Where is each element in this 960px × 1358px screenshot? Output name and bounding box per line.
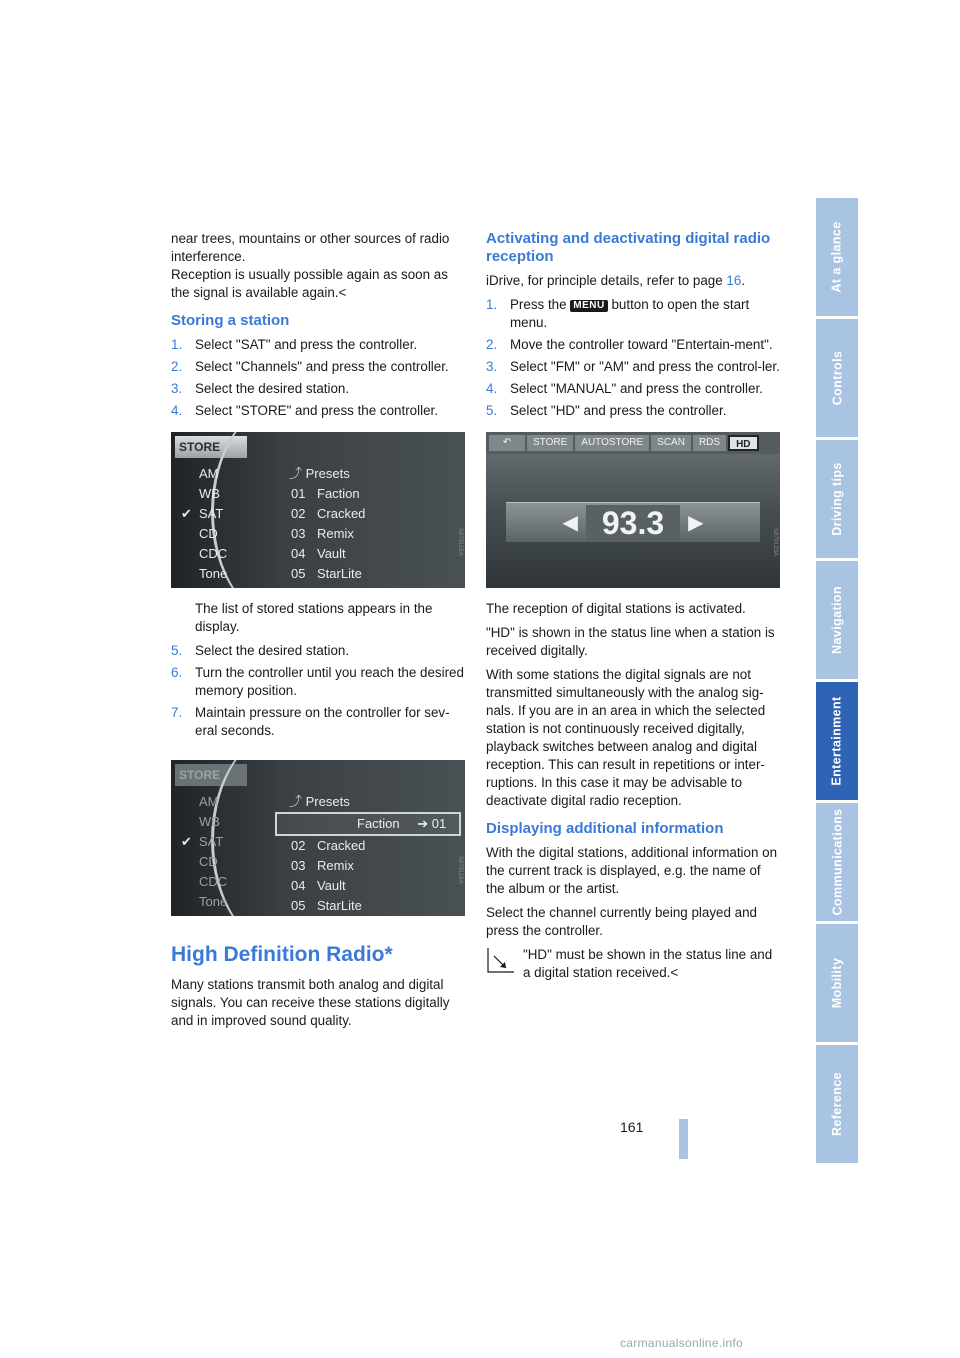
note-box <box>486 946 780 982</box>
select-channel-text: Select the channel currently being played and press the controller. <box>486 905 757 938</box>
page-marker-bar <box>679 1119 688 1159</box>
list-item: 1. Press the MENU button to open the start menu. <box>486 297 750 330</box>
arrow-right-icon: ➔ <box>417 816 429 831</box>
frequency-bar <box>506 502 760 542</box>
activated-text: The reception of digital stations is activated. <box>486 601 746 616</box>
source-item: Tone <box>199 894 228 909</box>
selected-preset-row: Faction ➔ 01 <box>275 812 461 836</box>
idrive-presets-screen <box>171 432 465 588</box>
list-item: 7. Maintain pressure on the controller for sev-eral seconds. <box>171 705 450 738</box>
source-item: CD <box>199 854 218 869</box>
list-item: 2. Move the controller toward "Entertain-ment". <box>486 337 773 352</box>
preset-row: 01 Faction <box>291 486 360 501</box>
hd-status-text: "HD" is shown in the status line when a station is received digitally. <box>486 625 775 658</box>
preset-row: 02 Cracked <box>291 838 366 853</box>
frequency-display: 93.3 <box>586 505 680 541</box>
storing-steps-a <box>171 336 465 420</box>
preset-row: 05 StarLite <box>291 566 362 581</box>
tab-at-a-glance[interactable]: At a glance <box>816 198 858 316</box>
idrive-reference: iDrive, for principle details, refer to page 16. <box>486 273 746 288</box>
list-item: 4. Select "STORE" and press the controller. <box>171 403 438 418</box>
back-icon: ↶ <box>489 435 525 451</box>
tab-navigation[interactable]: Navigation <box>816 561 858 679</box>
back-arrow-icon: ⤴ <box>289 794 306 809</box>
page-link[interactable]: 16 <box>726 273 742 288</box>
radio-toolbar <box>486 432 780 454</box>
storing-steps-b <box>171 642 465 740</box>
activating-heading: Activating and deactivating digital radio reception <box>486 230 771 265</box>
presets-title: ⤴ Presets <box>289 466 350 481</box>
list-item: 1. Select "SAT" and press the controller. <box>171 337 418 352</box>
presets-title: ⤴ Presets <box>289 794 350 809</box>
source-item-selected: ✔ SAT <box>179 832 239 852</box>
source-item: CD <box>199 526 218 541</box>
back-arrow-icon: ⤴ <box>289 466 306 481</box>
tab-controls[interactable]: Controls <box>816 319 858 437</box>
store-label: STORE <box>175 764 247 786</box>
section-tabs <box>816 198 858 1166</box>
source-item: AM <box>199 466 219 481</box>
list-item: 3. Select "FM" or "AM" and press the control-ler. <box>486 359 780 374</box>
right-arrow-icon: ▶ <box>688 512 704 534</box>
additional-info-text: With the digital stations, additional information on the current track is displayed, e.g. the name of the album or the artist. <box>486 845 778 896</box>
note-arrow-icon <box>486 946 516 974</box>
left-arrow-icon: ◀ <box>562 512 578 534</box>
rds-tab: RDS <box>693 435 726 451</box>
preset-row: 04 Vault <box>291 546 346 561</box>
checkmark-icon: ✔ <box>181 834 192 849</box>
image-code: S870116A <box>457 856 463 884</box>
preset-row: 04 Vault <box>291 878 346 893</box>
presets-list <box>271 792 461 916</box>
tab-communications[interactable]: Communications <box>816 803 858 921</box>
tab-reference[interactable]: Reference <box>816 1045 858 1163</box>
source-item: CDC <box>199 546 228 561</box>
preset-row: 03 Remix <box>291 858 354 873</box>
list-item: 4. Select "MANUAL" and press the controller. <box>486 381 763 396</box>
source-item-selected: ✔ SAT <box>179 504 239 524</box>
list-item: 6. Turn the controller until you reach the desired memory position. <box>171 665 464 698</box>
source-item: Tone <box>199 566 228 581</box>
list-item: 2. Select "Channels" and press the controller. <box>171 359 449 374</box>
preset-row: 05 StarLite <box>291 898 362 913</box>
source-item: CDC <box>199 874 228 889</box>
hd-radio-heading: High Definition Radio* <box>171 943 393 966</box>
presets-list <box>271 464 461 584</box>
tab-entertainment[interactable]: Entertainment <box>816 682 858 800</box>
menu-button-icon: MENU <box>570 300 607 312</box>
left-column <box>171 230 465 1036</box>
source-list <box>179 792 239 912</box>
scan-tab: SCAN <box>651 435 691 451</box>
note-text: "HD" must be shown in the status line and a digital station received.< <box>523 947 773 980</box>
checkmark-icon: ✔ <box>181 506 192 521</box>
hd-radio-text: Many stations transmit both analog and digital signals. You can receive these stations digitally and in improved sound quality. <box>171 977 450 1028</box>
preset-row: 02 Cracked <box>291 506 366 521</box>
list-item: 5. Select "HD" and press the controller. <box>486 403 727 418</box>
idrive-store-screen <box>171 760 465 916</box>
source-list <box>179 464 239 584</box>
autostore-tab: AUTOSTORE <box>575 435 649 451</box>
additional-info-heading: Displaying additional information <box>486 820 724 837</box>
store-label: STORE <box>175 436 247 458</box>
reception-text: Reception is usually possible again as soon as the signal is available again.< <box>171 267 448 300</box>
image-code: S870115A <box>457 528 463 556</box>
source-item: WB <box>199 486 220 501</box>
tab-driving-tips[interactable]: Driving tips <box>816 440 858 558</box>
list-note: The list of stored stations appears in the display. <box>195 601 433 634</box>
source-item: AM <box>199 794 219 809</box>
intro-text: near trees, mountains or other sources of radio interference. <box>171 231 450 264</box>
footer-watermark: carmanualsonline.info <box>620 1336 744 1350</box>
image-code: S870123A <box>772 528 778 557</box>
hd-tab: HD <box>728 435 758 451</box>
store-tab: STORE <box>527 435 573 451</box>
tab-mobility[interactable]: Mobility <box>816 924 858 1042</box>
source-item: WB <box>199 814 220 829</box>
page-number: 161 <box>620 1119 644 1135</box>
list-item: 3. Select the desired station. <box>171 381 350 396</box>
list-item: 5. Select the desired station. <box>171 643 350 658</box>
analog-digital-text: With some stations the digital signals are not transmitted simultaneously with the analog sig-nals. If you are in an area in which the selected station is not continuously received digitally, playback switches between analog and digital reception. This can result in repetitions or inter-ruptions. In this case it may be advisable to deactivate digital radio reception. <box>486 667 766 808</box>
preset-row: 03 Remix <box>291 526 354 541</box>
storing-heading: Storing a station <box>171 312 290 329</box>
right-column <box>486 230 780 982</box>
activating-steps <box>486 296 780 420</box>
idrive-hd-radio-screen <box>486 432 780 588</box>
